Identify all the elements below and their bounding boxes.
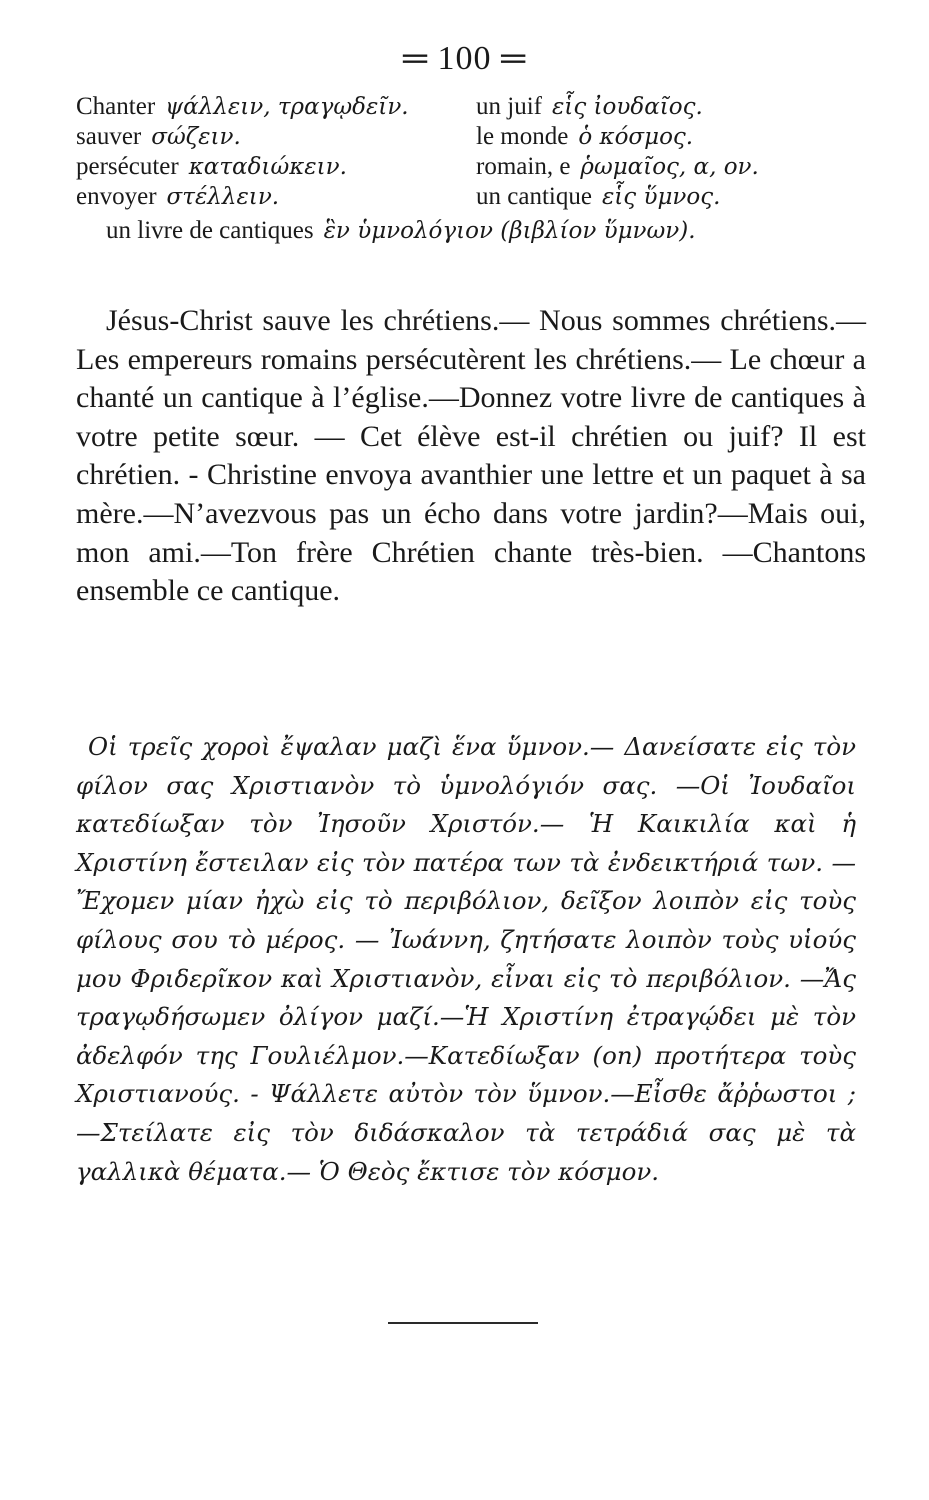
french-word: un juif xyxy=(476,93,542,120)
greek-exercise-paragraph: Οἱ τρεῖς χοροὶ ἔψαλαν μαζὶ ἕνα ὕμνον.— Δανείσατε εἰς τὸν φίλον σας Χριστιανὸν τὸ ὑμνολόγιόν σας. —Οἱ Ἰουδαῖοι κατεδίωξαν τὸν Ἰησοῦν Χριστόν.— Ἡ Καικιλία καὶ ἡ Χριστίνη ἔστειλαν εἰς τὸν πατέρα των τὰ ἐνδεικτήριά των. —Ἔχομεν μίαν ἠχὼ εἰς τὸ περιβόλιον, δεῖξον λοιπὸν εἰς τοὺς φίλους σου τὸ μέρος. — Ἰωάννη, ζητήσατε λοιπὸν τοὺς υἱούς μου Φριδερῖκον καὶ Χριστιανὸν, εἶναι εἰς τὸ περιβόλιον. —Ἄς τραγῳδήσωμεν ὀλίγον μαζί.—Ἡ Χριστίνη ἐτραγῴδει μὲ τὸν ἀδελφόν της Γουλιέλμον.—Κατεδίωξαν (on) προτήτερα τοὺς Χριστιανούς. - Ψάλλετε αὐτὸν τὸν ὕμνον.—Εἶσθε ἄῤῥωστοι ;—Στείλατε εἰς τὸν διδάσκαλον τὰ τετράδιά σας μὲ τὰ γαλλικὰ θέματα.— Ὁ Θεὸς ἔκτισε τὸν κόσμον. xyxy=(76,732,856,1186)
vocab-entry xyxy=(476,122,693,152)
french-exercise-paragraph: Jésus-Christ sauve les chrétiens.— Nous sommes chrétiens.— Les empereurs romains persécutèrent les chrétiens.— Le chœur a chanté un cantique à l’église.—Donnez votre livre de cantiques à votre petite sœur. — Cet élève est-il chrétien ou juif? Il est chrétien. - Christine envoya avanthier une lettre et un paquet à sa mère.—N’avezvous pas un écho dans votre jardin?—Mais oui, mon ami.—Ton frère Chrétien chante très-bien. —Chantons ensemble ce cantique. xyxy=(76,304,866,608)
french-word: romain, e xyxy=(476,153,571,180)
french-word: Chanter xyxy=(76,93,156,120)
end-rule xyxy=(388,1322,538,1324)
vocabulary-list xyxy=(76,92,876,252)
vocab-entry xyxy=(476,182,720,212)
french-word: le monde xyxy=(476,123,569,150)
vocab-row xyxy=(76,92,876,122)
greek-word: καταδιώκειν. xyxy=(188,154,347,180)
vocab-entry-wide xyxy=(76,216,876,252)
greek-word: εἷς ἰουδαῖος. xyxy=(551,94,703,120)
vocab-row xyxy=(76,152,876,182)
page-number: ═ 100 ═ xyxy=(402,40,527,77)
greek-word: ἓν ὑμνολόγιον (βιβλίον ὕμνων). xyxy=(323,218,696,244)
vocab-entry xyxy=(476,152,759,182)
french-word: persécuter xyxy=(76,153,179,180)
vocab-entry xyxy=(76,182,279,212)
french-word: un cantique xyxy=(476,183,592,210)
greek-word: ῥωμαῖος, α, ον. xyxy=(580,154,759,180)
vocab-row xyxy=(76,182,876,212)
greek-word: ὁ κόσμος. xyxy=(578,124,694,150)
greek-word: στέλλειν. xyxy=(166,184,280,210)
vocab-entry xyxy=(476,92,703,122)
vocab-entry xyxy=(76,92,409,122)
greek-word: ψάλλειν, τραγῳδεῖν. xyxy=(165,94,409,120)
greek-word: σώζειν. xyxy=(151,124,241,150)
french-word: sauver xyxy=(76,123,142,150)
vocab-entry xyxy=(76,152,347,182)
greek-word: εἷς ὕμνος. xyxy=(601,184,721,210)
french-word: un livre de cantiques xyxy=(106,217,314,244)
vocab-row xyxy=(76,122,876,152)
french-word: envoyer xyxy=(76,183,157,210)
vocab-entry xyxy=(76,122,241,152)
